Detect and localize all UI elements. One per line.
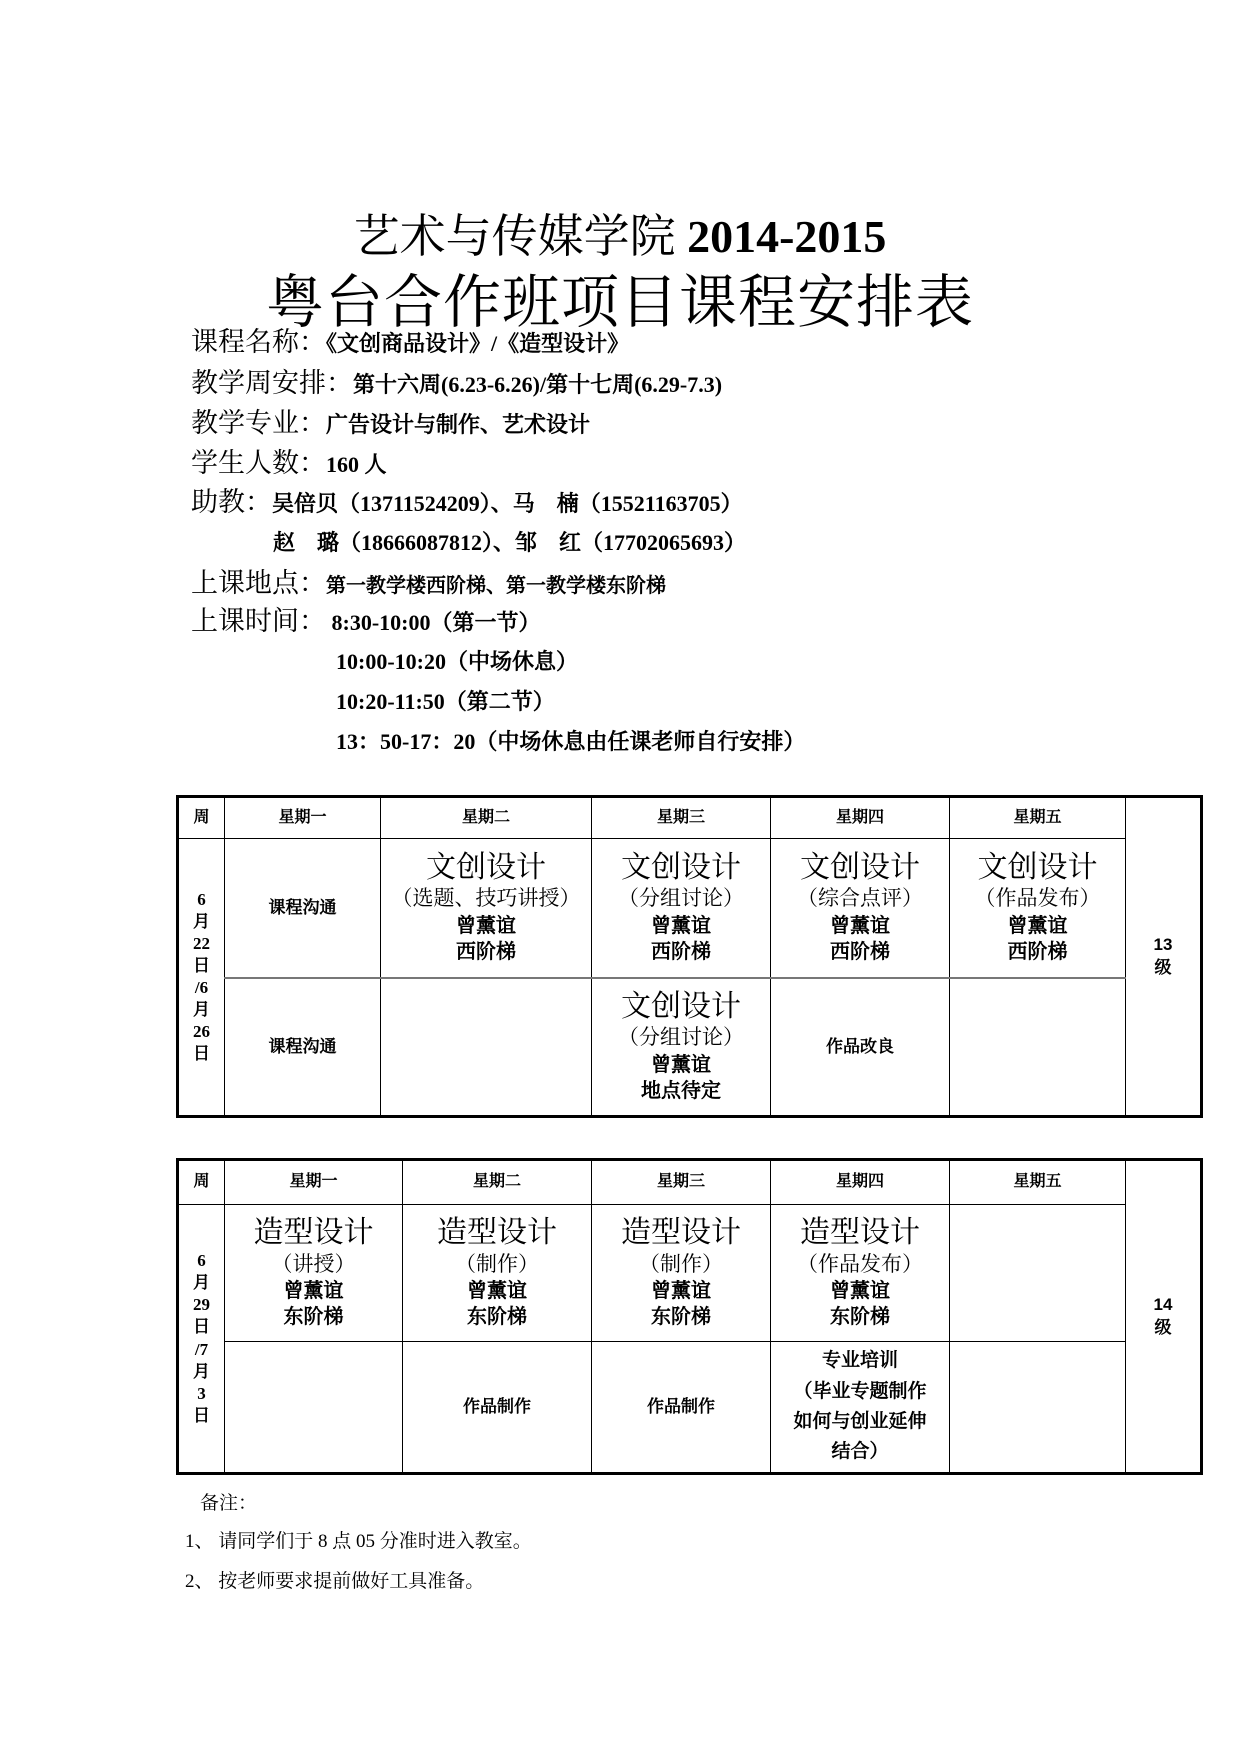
course-title: 文创设计	[621, 850, 741, 884]
date-part: 26	[193, 1022, 210, 1042]
date-part: 月	[193, 1361, 210, 1381]
cell-wed-2	[592, 978, 771, 1117]
cell-tue-2: 作品制作	[403, 1342, 592, 1474]
header-wed: 星期三	[592, 1160, 771, 1205]
info-weeks	[191, 361, 722, 400]
place: 东阶梯	[467, 1305, 527, 1328]
course-title: 文创设计	[426, 850, 546, 884]
page-title: 粤台合作班项目课程安排表	[265, 270, 974, 335]
info-label: 上课时间：	[191, 606, 326, 636]
grade-label: 级	[1154, 1317, 1172, 1337]
date-part: /7	[194, 1339, 209, 1359]
teacher: 曾薰谊	[651, 1053, 711, 1076]
teacher: 曾薰谊	[1007, 914, 1068, 937]
course-title: 文创设计	[800, 850, 920, 884]
training-line: 如何与创业延伸	[793, 1411, 927, 1432]
course-title: 造型设计	[621, 1216, 741, 1250]
course-sub: （分组讨论）	[618, 886, 744, 911]
cell-thu-1	[771, 1205, 950, 1342]
grade-label: 级	[1154, 957, 1172, 977]
date-part: 日	[193, 1044, 210, 1064]
training-line: 结合）	[831, 1441, 889, 1463]
course-sub: （制作）	[639, 1251, 723, 1276]
info-label: 教学周安排：	[191, 368, 353, 398]
notes-heading: 备注：	[200, 1493, 258, 1514]
course-sub: （讲授）	[271, 1251, 356, 1276]
grade-number: 14	[1153, 1295, 1173, 1315]
cell-tue-1	[381, 839, 592, 978]
header-fri: 星期五	[950, 1160, 1126, 1205]
course-sub: （作品发布）	[974, 886, 1101, 911]
info-label: 教学专业：	[191, 408, 326, 438]
place: 西阶梯	[651, 940, 711, 963]
place: 西阶梯	[1007, 940, 1068, 963]
place: 东阶梯	[283, 1305, 344, 1328]
place: 西阶梯	[456, 940, 516, 963]
grade-number: 13	[1153, 935, 1173, 955]
schedule-table-13	[176, 795, 1203, 1118]
time-second: 10:20-11:50（第二节）	[336, 689, 555, 714]
header-thu: 星期四	[771, 797, 950, 839]
cell-mon-1: 课程沟通	[225, 839, 381, 978]
date-part: 22	[193, 933, 210, 953]
teacher: 曾薰谊	[651, 914, 711, 937]
info-label: 上课地点：	[191, 568, 326, 598]
date-part: 日	[193, 1405, 210, 1425]
cell-thu-1	[771, 839, 950, 978]
header-tue: 星期二	[381, 797, 592, 839]
cell-mon-1	[225, 1205, 403, 1342]
header-fri: 星期五	[950, 797, 1126, 839]
info-value: 第一教学楼西阶梯、第一教学楼东阶梯	[326, 575, 666, 597]
course-sub: （制作）	[455, 1251, 539, 1276]
date-part: 3	[197, 1383, 206, 1403]
info-value: 广告设计与制作、艺术设计	[326, 412, 591, 437]
cell-fri-2	[950, 978, 1126, 1117]
date-part: 6	[197, 1251, 206, 1271]
course-sub: （作品发布）	[797, 1251, 923, 1276]
header-mon: 星期一	[225, 1160, 403, 1205]
info-label: 课程名称：	[191, 327, 326, 357]
course-title: 造型设计	[253, 1216, 374, 1250]
note-item: 1、 请同学们于 8 点 05 分准时进入教室。	[185, 1531, 532, 1552]
info-label: 助教：	[191, 487, 272, 517]
cell-fri-1	[950, 1205, 1126, 1342]
date-part: 日	[193, 1317, 210, 1337]
date-part: 月	[193, 1273, 210, 1293]
cell-thu-2	[771, 1342, 950, 1474]
info-time	[191, 599, 540, 638]
cell-fri-2	[950, 1342, 1126, 1474]
cell-thu-2: 作品改良	[771, 978, 950, 1117]
info-assistants	[191, 480, 743, 519]
cell-mon-2	[225, 1342, 403, 1474]
place: 地点待定	[641, 1079, 721, 1102]
schedule-table-14	[176, 1158, 1203, 1475]
training-line: 专业培训	[821, 1350, 898, 1372]
date-part: /6	[194, 978, 209, 997]
course-title: 文创设计	[621, 989, 741, 1023]
header-tue: 星期二	[403, 1160, 592, 1205]
course-sub: （分组讨论）	[618, 1025, 744, 1050]
cell-mon-2: 课程沟通	[225, 978, 381, 1117]
date-part: 日	[193, 955, 210, 975]
training-line: （毕业专题制作	[793, 1380, 927, 1402]
cell-fri-1	[950, 839, 1126, 978]
title-year: 2014-2015	[687, 211, 887, 262]
info-value: 160 人	[326, 452, 387, 477]
teacher: 曾薰谊	[467, 1279, 527, 1302]
teacher: 曾薰谊	[456, 914, 516, 937]
title-prefix: 艺术与传媒学院	[353, 211, 688, 262]
note-item: 2、 按老师要求提前做好工具准备。	[185, 1571, 485, 1592]
date-part: 月	[193, 911, 210, 931]
cell-wed-2: 作品制作	[592, 1342, 771, 1474]
teacher: 曾薰谊	[830, 914, 890, 937]
course-title: 造型设计	[437, 1216, 557, 1250]
cell-tue-2	[381, 978, 592, 1117]
teacher: 曾薰谊	[651, 1279, 711, 1302]
info-students	[191, 441, 387, 480]
teacher: 曾薰谊	[830, 1279, 890, 1302]
date-part: 29	[193, 1295, 210, 1315]
teacher: 曾薰谊	[283, 1279, 344, 1302]
info-assistants-2: 赵 璐（18666087812）、邹 红（17702065693）	[273, 530, 747, 555]
date-range	[178, 839, 225, 1117]
place: 西阶梯	[830, 940, 890, 963]
info-major	[191, 401, 590, 440]
header-week: 周	[178, 797, 225, 839]
place: 东阶梯	[651, 1305, 711, 1328]
cell-tue-1	[403, 1205, 592, 1342]
course-sub: （选题、技巧讲授）	[391, 886, 581, 911]
header-week: 周	[178, 1160, 225, 1205]
time-break: 10:00-10:20（中场休息）	[336, 649, 578, 674]
info-value: 8:30-10:00（第一节）	[326, 610, 541, 635]
header-wed: 星期三	[592, 797, 771, 839]
date-part: 月	[193, 1000, 210, 1020]
place: 东阶梯	[830, 1305, 890, 1328]
cell-wed-1	[592, 1205, 771, 1342]
course-title: 造型设计	[800, 1216, 920, 1250]
info-value: 第十六周(6.23-6.26)/第十七周(6.29-7.3)	[353, 372, 723, 397]
grade-cell	[1126, 797, 1202, 1117]
info-course	[191, 320, 629, 359]
info-location	[191, 561, 666, 600]
info-value: 吴倍贝（13711524209）、马 楠（15521163705）	[272, 491, 743, 516]
info-value: 《文创商品设计》/《造型设计》	[326, 331, 630, 356]
time-afternoon: 13：50-17：20（中场休息由任课老师自行安排）	[336, 729, 806, 754]
course-sub: （综合点评）	[797, 886, 923, 911]
course-title: 文创设计	[977, 850, 1098, 884]
header-thu: 星期四	[771, 1160, 950, 1205]
date-part: 6	[197, 889, 206, 909]
cell-wed-1	[592, 839, 771, 978]
info-label: 学生人数：	[191, 448, 326, 478]
grade-cell	[1126, 1160, 1202, 1474]
header-mon: 星期一	[225, 797, 381, 839]
date-range	[178, 1205, 225, 1474]
